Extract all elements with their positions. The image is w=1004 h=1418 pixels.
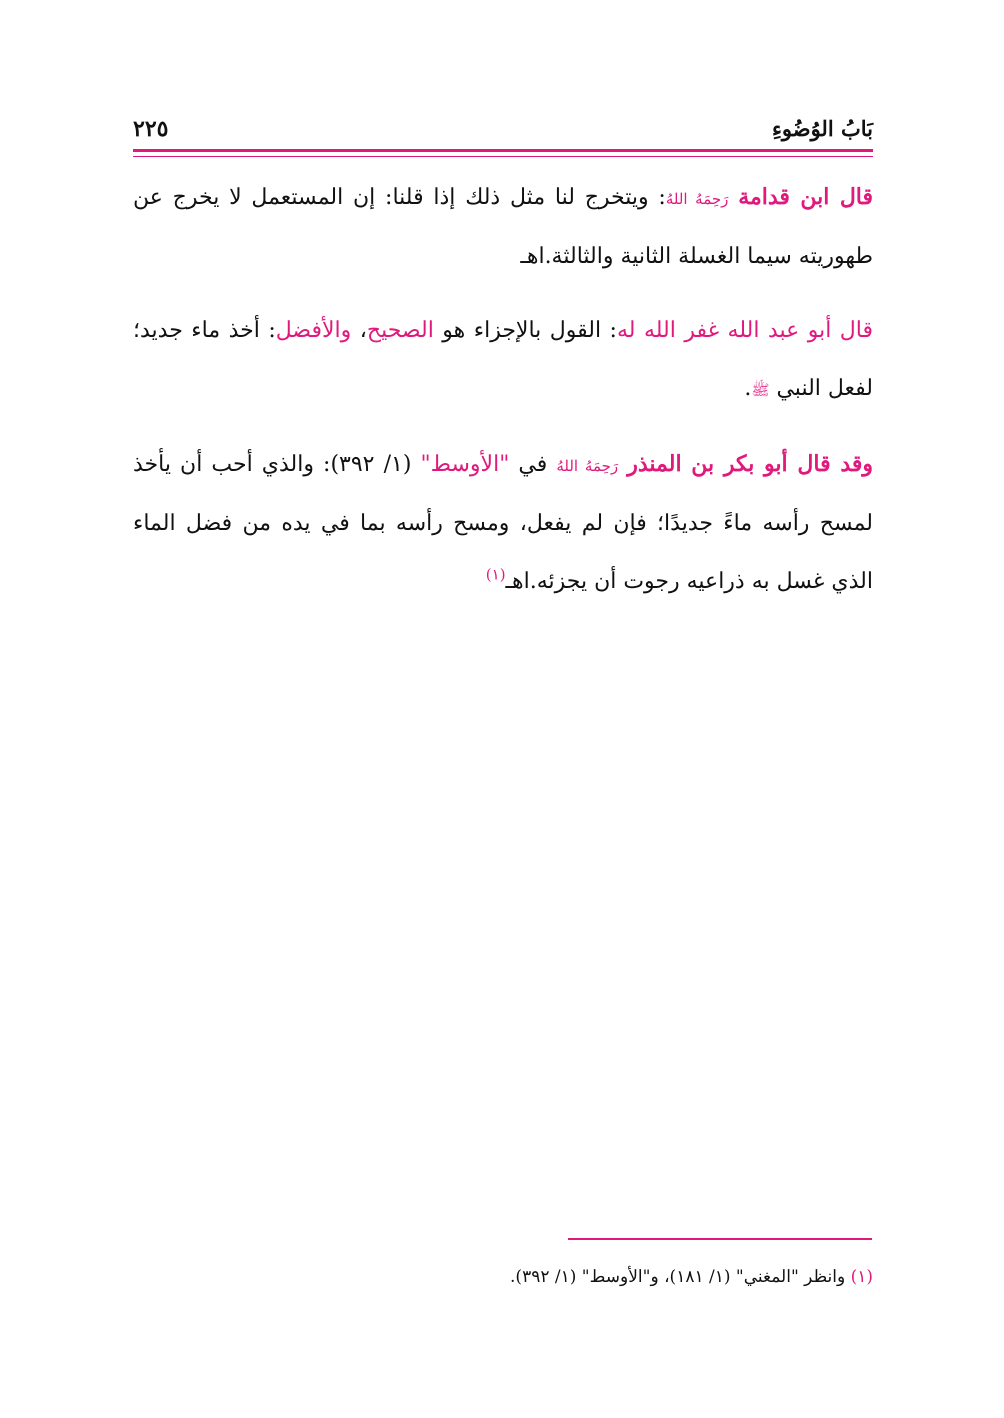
honorific: رَحِمَهُ اللهُ — [665, 190, 729, 208]
paragraph-text: (١/ ٣٩٢): والذي أحب أن يأخذ لمسح رأسه ماءً جديدًا؛ فإن لم يفعل، ومسح رأسه بما في يده من فضل الماء الذي غسل به ذراعيه رجوت أن يجزئه.اهـ — [133, 452, 873, 594]
footnote-rule — [568, 1238, 872, 1240]
header-rule-thin — [133, 156, 873, 157]
highlight-afdal: والأفضل — [275, 318, 352, 343]
honorific: رَحِمَهُ اللهُ — [556, 457, 619, 475]
chapter-title: بَابُ الوُضُوءِ — [772, 116, 873, 141]
speaker-name: قال ابن قدامة — [738, 184, 874, 210]
paragraph-end: . — [744, 376, 752, 401]
paragraph-ibn-al-mundhir — [133, 435, 873, 611]
honorific: ﷺ — [751, 381, 770, 399]
book-title: "الأوسط" — [420, 452, 510, 477]
paragraph-ibn-qudamah — [133, 168, 873, 286]
paragraph-text: في — [509, 452, 557, 477]
highlight-sahih: الصحيح — [366, 318, 434, 343]
page-header — [133, 112, 873, 152]
footnote — [133, 1262, 873, 1292]
paragraph-text: : ويتخرج لنا مثل ذلك إذا قلنا: إن المستعمل لا يخرج عن طهوريته سيما الغسلة الثانية والثالثة.اهـ — [133, 185, 873, 269]
footnote-number: (١) — [850, 1267, 873, 1287]
paragraph-text: : القول بالإجزاء هو — [433, 318, 617, 343]
speaker-name: وقد قال أبو بكر بن المنذر — [627, 451, 874, 477]
header-rule-thick — [133, 149, 873, 152]
paragraph-text: : أخذ ماء جديد؛ لفعل النبي — [133, 318, 873, 401]
footnote-text: وانظر "المغني" (١/ ١٨١)، و"الأوسط" (١/ ٣٩٢). — [510, 1267, 851, 1287]
paragraph-author — [133, 302, 873, 419]
page-number: ٢٢٥ — [133, 116, 169, 142]
speaker-name: قال أبو عبد الله غفر الله له — [616, 318, 874, 343]
separator: ، — [351, 318, 367, 343]
footnote-reference[interactable]: (١) — [485, 565, 506, 584]
body-text — [133, 168, 873, 627]
